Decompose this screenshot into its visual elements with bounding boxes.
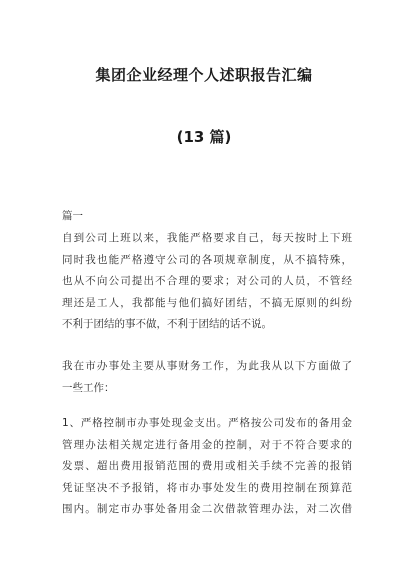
paragraph-line: 发票、超出费用报销范围的费用或相关手续不完善的报销 [62,460,352,472]
paragraph-line: 我在市办事处主要从事财务工作，为此我从以下方面做了 [62,360,352,372]
section-heading [62,206,352,228]
paragraph-line: 自到公司上班以来，我能严格要求自己，每天按时上下班 [62,232,352,244]
paragraph-line: 不利于团结的事不做，不利于团结的话不说。 [62,318,272,330]
paragraph-line: 围内。制定市办事处备用金二次借款管理办法，对二次借 [62,503,352,515]
paragraph-line: 同时我也能严格遵守公司的各项规章制度，从不搞特殊， [62,253,352,266]
paragraph-line: 理还是工人，我都能与他们搞好团结，不搞无原则的纠纷 [62,296,352,309]
paragraph-1 [62,228,352,336]
paragraph-line: 一些工作： [62,381,115,394]
section-heading-text: 篇一 [62,210,83,222]
document-subtitle: (13 篇) [176,128,232,146]
document-title: 集团企业经理个人述职报告汇编 [95,66,313,84]
paragraph-3 [62,413,352,521]
paragraph-line: 管理办法相关规定进行备用金的控制，对于不符合要求的 [62,438,352,451]
paragraph-line: 也从不向公司提出不合理的要求；对公司的人员，不管经 [62,275,352,287]
paragraph-line: 1、严格控制市办事处现金支出。严格按公司发布的备用金 [62,417,352,429]
paragraph-line: 凭证坚决不予报销，将市办事处发生的费用控制在预算范 [62,481,352,494]
paragraph-2 [62,356,352,399]
